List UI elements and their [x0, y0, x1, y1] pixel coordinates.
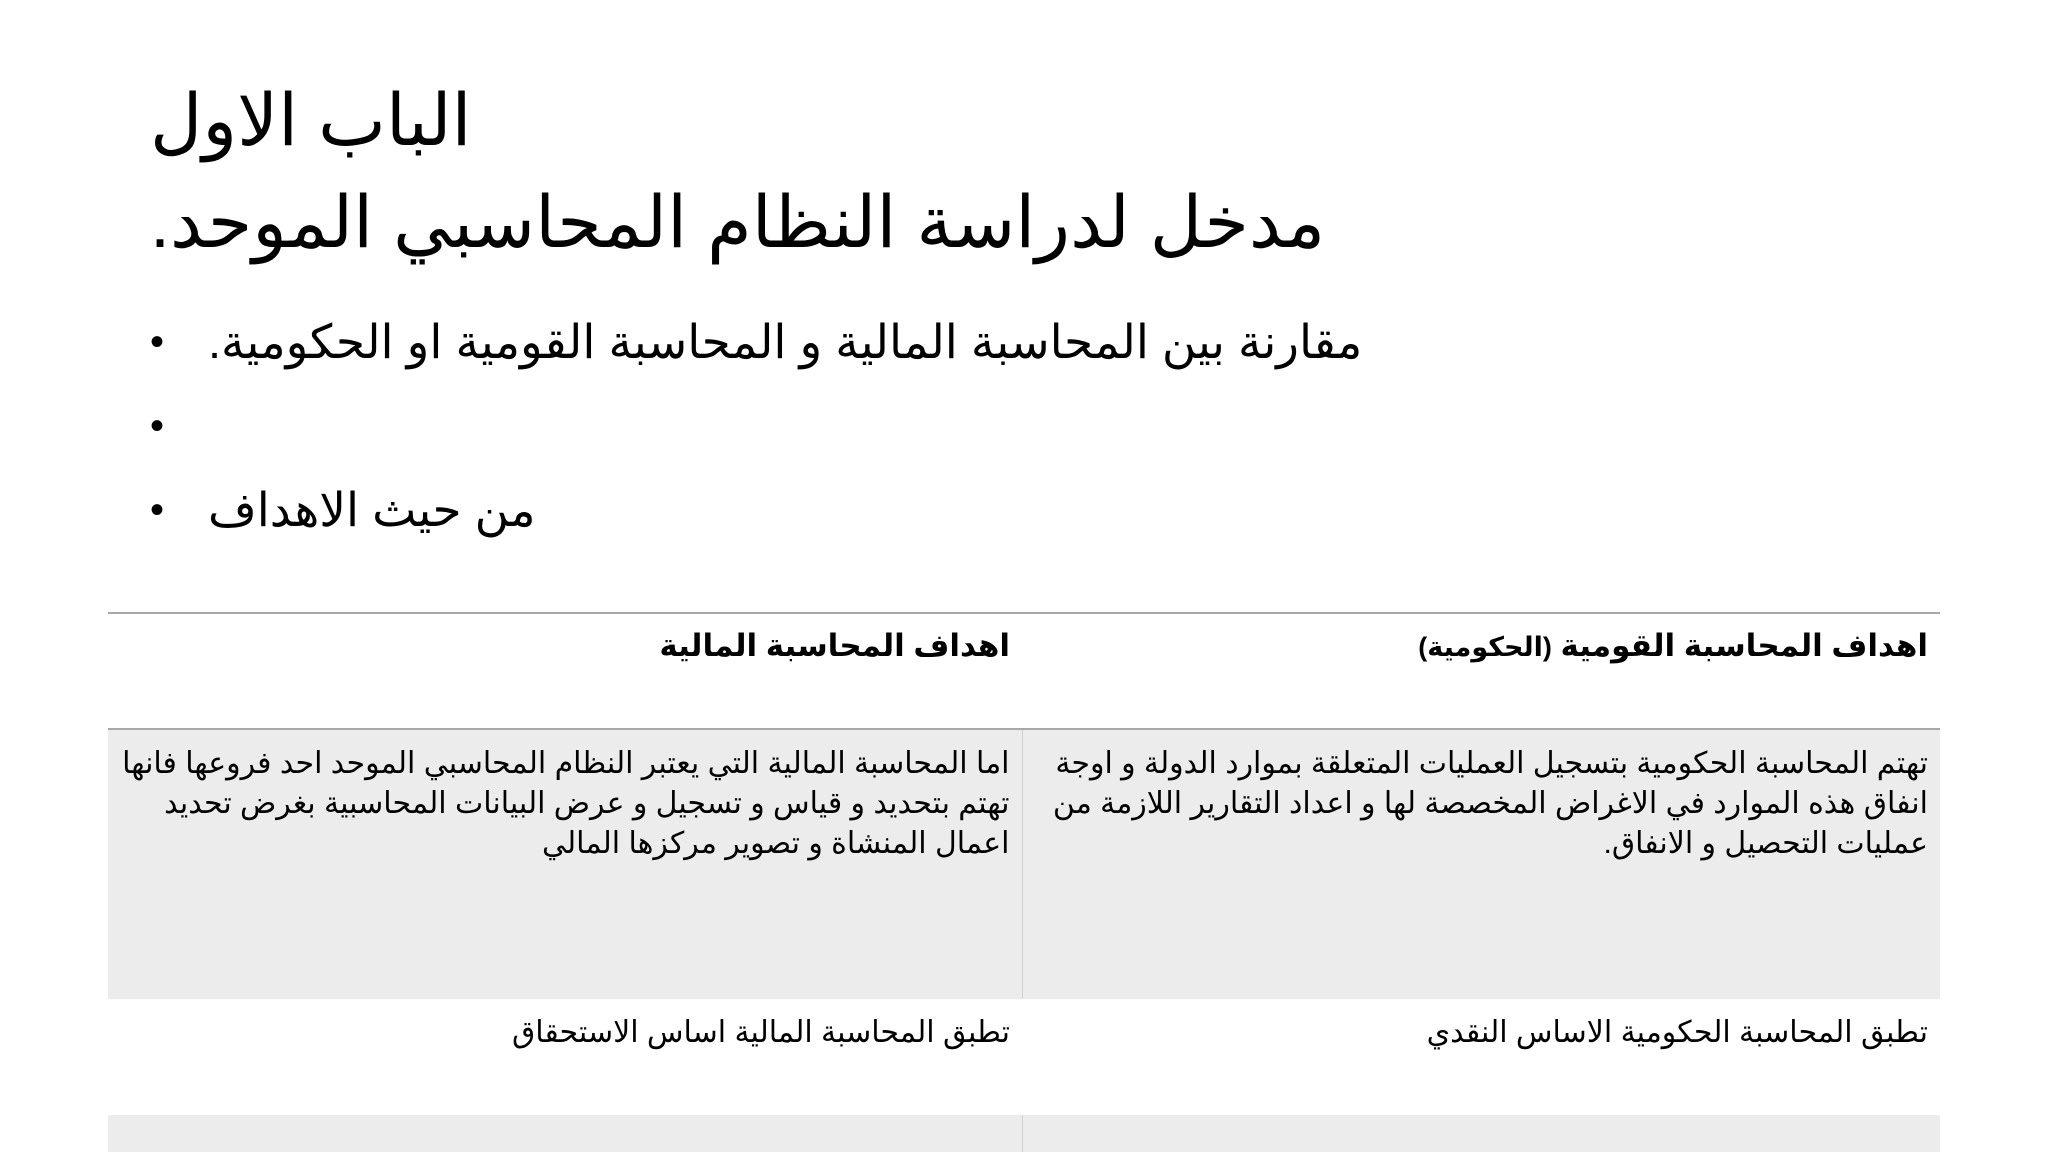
bullet-item: [150, 468, 1400, 552]
bullet-text: من حيث الاهداف: [208, 483, 536, 536]
cell-financial-empty: [108, 1115, 1022, 1152]
header-national-accounting: [1022, 613, 1940, 729]
chapter-subtitle: مدخل لدراسة النظام المحاسبي الموحد.: [150, 183, 1326, 263]
table-row: [108, 999, 1940, 1115]
cell-national-goals: تهتم المحاسبة الحكومية بتسجيل العمليات المتعلقة بموارد الدولة و اوجة انفاق هذه الموارد في الاغراض المخصصة لها و اعداد التقارير اللازمة من عمليات التحصيل و الانفاق.: [1022, 729, 1940, 999]
comparison-table: [108, 612, 1940, 1152]
cell-financial-basis: تطبق المحاسبة المالية اساس الاستحقاق: [511, 1016, 1010, 1049]
cell-national-basis: تطبق المحاسبة الحكومية الاساس النقدي: [1426, 1016, 1928, 1049]
bullet-list: [150, 300, 1400, 552]
table-row: [108, 729, 1940, 999]
table-row: [108, 1115, 1940, 1152]
header-national-label: اهداف المحاسبة القومية: [1560, 628, 1928, 663]
comparison-table-container: [108, 612, 1940, 1152]
bullet-item: [150, 300, 1400, 384]
table-header-row: [108, 613, 1940, 729]
header-national-paren: (الحكومية): [1418, 632, 1552, 662]
bullet-icon: •: [150, 320, 165, 364]
bullet-item: [150, 384, 1400, 468]
bullet-text: مقارنة بين المحاسبة المالية و المحاسبة القومية او الحكومية.: [208, 315, 1363, 368]
slide-title: [150, 70, 1350, 274]
chapter-title: الباب الاول: [150, 81, 472, 161]
cell-financial-goals: اما المحاسبة المالية التي يعتبر النظام المحاسبي الموحد احد فروعها فانها تهتم بتحديد و قياس و تسجيل و عرض البيانات المحاسبية بغرض تحديد اعمال المنشاة و تصوير مركزها المالي: [108, 729, 1022, 999]
bullet-icon: •: [150, 404, 165, 448]
bullet-icon: •: [150, 488, 165, 532]
header-financial-accounting: اهداف المحاسبة المالية: [659, 628, 1010, 663]
cell-national-empty: [1022, 1115, 1940, 1152]
